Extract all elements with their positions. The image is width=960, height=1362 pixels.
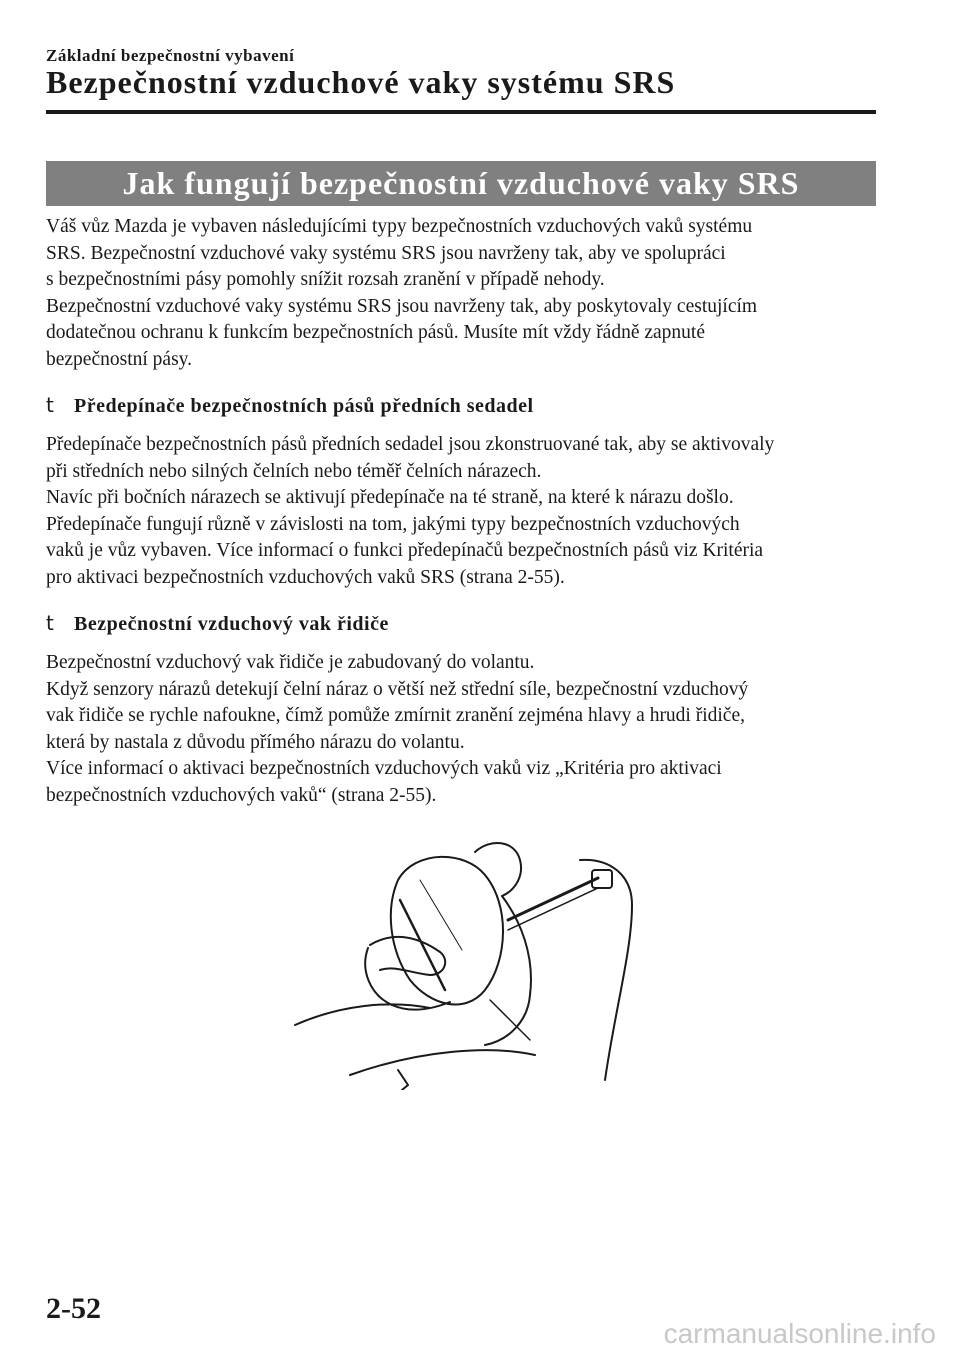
- subheading-driver-airbag: t Bezpečnostní vzduchový vak řidiče: [46, 611, 389, 635]
- dashboard: [295, 1004, 430, 1025]
- chapter-title: Bezpečnostní vzduchové vaky systému SRS: [46, 64, 676, 100]
- seat-belt: [508, 878, 598, 920]
- driver-airbag-illustration: [280, 830, 660, 1090]
- pedal: [398, 1070, 408, 1090]
- driver-torso: [485, 896, 531, 1045]
- running-head: Základní bezpečnostní vybavení: [46, 46, 295, 65]
- intro-paragraph: Váš vůz Mazda je vybaven následujícími typy bezpečnostních vzduchových vaků systému SRS. Bezpečnostní vzduchové vaky systému SRS jsou navrženy tak, aby ve spolupráci s bezpečnostními pásy pomohly snížit rozsah zranění v případě nehody. Bezpečnostní vzduchové vaky systému SRS jsou navrženy tak, aby poskytovaly cestujícím dodatečnou ochranu k funkcím bezpečnostních pásů. Musíte mít vždy řádně zapnuté bezpečnostní pásy.: [46, 216, 758, 370]
- section-banner: Jak fungují bezpečnostní vzduchové vaky SRS: [46, 161, 876, 206]
- title-rule: [46, 110, 876, 114]
- airbag-outline: [391, 857, 503, 1005]
- driver-head: [475, 843, 521, 896]
- subheading-pretensioners: t Předepínače bezpečnostních pásů předních sedadel: [46, 393, 534, 417]
- bullet-marker: t: [46, 393, 54, 417]
- airbag-fold-line: [420, 880, 462, 950]
- car-floor: [350, 1050, 535, 1075]
- watermark: carmanualsonline.info: [663, 1318, 936, 1349]
- pretensioners-paragraph: Předepínače bezpečnostních pásů předních sedadel jsou zkonstruované tak, aby se aktivovaly při středních nebo silných čelních nebo téměř čelních nárazech. Navíc při bočních nárazech se aktivují předepínače na té straně, na které k nárazu došlo. Předepínače fungují různě v závislosti na tom, jakými typy bezpečnostních vzduchových vaků je vůz vybaven. Více informací o funkci předepínačů bezpečnostních pásů viz Kritéria pro aktivaci bezpečnostních vzduchových vaků SRS (strana 2-55).: [46, 434, 775, 588]
- driver-airbag-paragraph: Bezpečnostní vzduchový vak řidiče je zabudovaný do volantu. Když senzory nárazů detekují čelní náraz o větší než střední síle, bezpečnostní vzduchový vak řidiče se rychle nafoukne, čímž pomůže zmírnit zranění zejména hlavy a hrudi řidiče, která by nastala z důvodu přímého nárazu do volantu. Více informací o aktivaci bezpečnostních vzduchových vaků viz „Kritéria pro aktivaci bezpečnostních vzduchových vaků“ (strana 2-55).: [46, 652, 749, 806]
- page-number: 2-52: [46, 1292, 101, 1325]
- seat-belt-lower: [508, 888, 598, 930]
- bullet-marker: t: [46, 611, 54, 635]
